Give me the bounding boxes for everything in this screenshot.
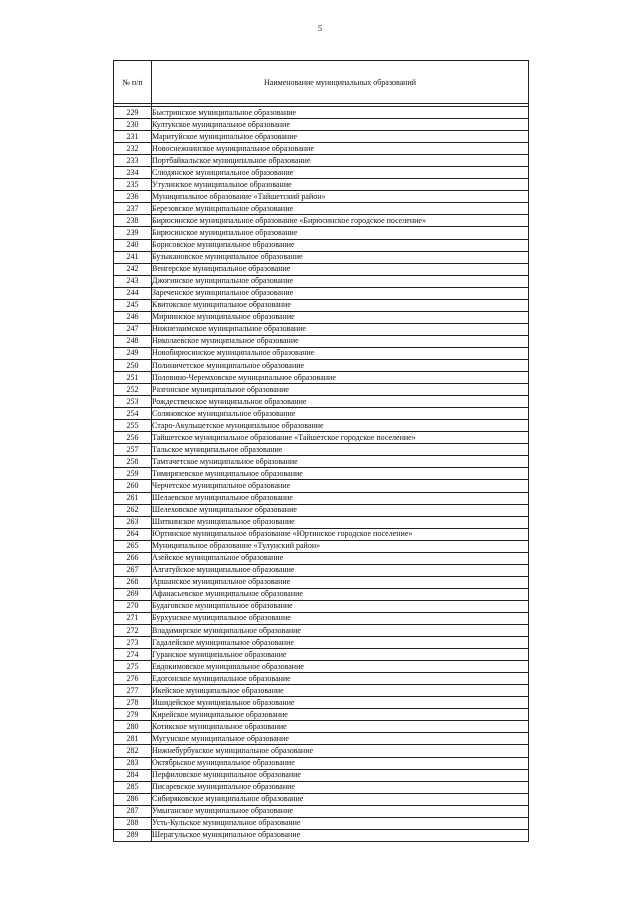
- table-row: [114, 564, 529, 576]
- row-number: 239: [114, 227, 152, 239]
- row-number: 231: [114, 131, 152, 143]
- row-number: 256: [114, 432, 152, 444]
- table-header-row: [114, 61, 529, 104]
- table-row: [114, 323, 529, 335]
- municipality-name: Березовское муниципальное образование: [152, 203, 529, 215]
- row-number: 250: [114, 359, 152, 371]
- municipality-name: Муниципальное образование «Тулунский район»: [152, 540, 529, 552]
- table-row: [114, 203, 529, 215]
- table-row: [114, 576, 529, 588]
- row-number: 247: [114, 323, 152, 335]
- table-row: [114, 359, 529, 371]
- table-row: [114, 612, 529, 624]
- row-number: 287: [114, 805, 152, 817]
- row-number: 261: [114, 492, 152, 504]
- municipality-name: Владимирское муниципальное образование: [152, 625, 529, 637]
- municipality-name: Быстринское муниципальное образование: [152, 107, 529, 119]
- municipality-name: Усть-Кульское муниципальное образование: [152, 817, 529, 829]
- row-number: 253: [114, 396, 152, 408]
- table-row: [114, 167, 529, 179]
- row-number: 234: [114, 167, 152, 179]
- row-number: 257: [114, 444, 152, 456]
- row-number: 229: [114, 107, 152, 119]
- table-row: [114, 468, 529, 480]
- municipality-name: Джогинское муниципальное образование: [152, 275, 529, 287]
- municipality-name: Евдокимовское муниципальное образование: [152, 661, 529, 673]
- row-number: 279: [114, 709, 152, 721]
- municipality-name: Кирейское муниципальное образование: [152, 709, 529, 721]
- row-number: 235: [114, 179, 152, 191]
- table-row: [114, 721, 529, 733]
- municipality-name: Октябрьское муниципальное образование: [152, 757, 529, 769]
- municipality-name: Афанасьевское муниципальное образование: [152, 588, 529, 600]
- row-number: 285: [114, 781, 152, 793]
- row-number: 269: [114, 588, 152, 600]
- row-number: 266: [114, 552, 152, 564]
- table-row: [114, 649, 529, 661]
- row-number: 232: [114, 143, 152, 155]
- table-row: [114, 685, 529, 697]
- row-number: 271: [114, 612, 152, 624]
- table-row: [114, 251, 529, 263]
- municipality-name: Култукское муниципальное образование: [152, 119, 529, 131]
- row-number: 276: [114, 673, 152, 685]
- row-number: 268: [114, 576, 152, 588]
- municipality-name: Шерагульское муниципальное образование: [152, 829, 529, 841]
- municipality-name: Юртинское муниципальное образование «Юртинское городское поселение»: [152, 528, 529, 540]
- table-row: [114, 793, 529, 805]
- municipality-name: Разгонское муниципальное образование: [152, 384, 529, 396]
- table-row: [114, 480, 529, 492]
- municipality-name: Алгатуйское муниципальное образование: [152, 564, 529, 576]
- municipality-name: Шиткинское муниципальное образование: [152, 516, 529, 528]
- row-number: 243: [114, 275, 152, 287]
- row-number: 283: [114, 757, 152, 769]
- table-row: [114, 372, 529, 384]
- row-number: 245: [114, 299, 152, 311]
- table-row: [114, 179, 529, 191]
- table-row: [114, 215, 529, 227]
- row-number: 288: [114, 817, 152, 829]
- table-row: [114, 781, 529, 793]
- row-number: 258: [114, 456, 152, 468]
- municipality-name: Слюдянское муниципальное образование: [152, 167, 529, 179]
- row-number: 263: [114, 516, 152, 528]
- row-number: 244: [114, 287, 152, 299]
- municipality-name: Гадалейское муниципальное образование: [152, 637, 529, 649]
- municipality-name: Квитокское муниципальное образование: [152, 299, 529, 311]
- table-row: [114, 504, 529, 516]
- row-number: 259: [114, 468, 152, 480]
- row-number: 251: [114, 372, 152, 384]
- row-number: 236: [114, 191, 152, 203]
- row-number: 275: [114, 661, 152, 673]
- row-number: 242: [114, 263, 152, 275]
- row-number: 264: [114, 528, 152, 540]
- municipality-name: Будаговское муниципальное образование: [152, 600, 529, 612]
- municipality-name: Перфиловское муниципальное образование: [152, 769, 529, 781]
- municipality-name: Бирюсинское муниципальное образование «Бирюсинское городское поселение»: [152, 215, 529, 227]
- municipality-name: Рождественское муниципальное образование: [152, 396, 529, 408]
- row-number: 260: [114, 480, 152, 492]
- column-header-name: Наименование муниципальных образований: [152, 61, 529, 104]
- table-row: [114, 697, 529, 709]
- municipality-name: Портбайкальское муниципальное образование: [152, 155, 529, 167]
- row-number: 267: [114, 564, 152, 576]
- municipality-name: Полиничетское муниципальное образование: [152, 359, 529, 371]
- row-number: 237: [114, 203, 152, 215]
- table-row: [114, 299, 529, 311]
- table-row: [114, 805, 529, 817]
- municipality-name: Старо-Акульшетское муниципальное образование: [152, 420, 529, 432]
- row-number: 233: [114, 155, 152, 167]
- municipality-name: Нижнебурбукское муниципальное образование: [152, 745, 529, 757]
- table-row: [114, 817, 529, 829]
- municipality-name: Гуранское муниципальное образование: [152, 649, 529, 661]
- column-header-number: № п/п: [114, 61, 152, 104]
- municipality-name: Аршанское муниципальное образование: [152, 576, 529, 588]
- municipality-name: Писаревское муниципальное образование: [152, 781, 529, 793]
- table-row: [114, 745, 529, 757]
- municipality-name: Мугунское муниципальное образование: [152, 733, 529, 745]
- table-row: [114, 492, 529, 504]
- table-body: [114, 104, 529, 842]
- municipality-name: Зареченское муниципальное образование: [152, 287, 529, 299]
- municipality-name: Бузыкановское муниципальное образование: [152, 251, 529, 263]
- table-row: [114, 420, 529, 432]
- table-row: [114, 829, 529, 841]
- municipality-name: Маритуйское муниципальное образование: [152, 131, 529, 143]
- row-number: 241: [114, 251, 152, 263]
- table-row: [114, 516, 529, 528]
- table-row: [114, 287, 529, 299]
- table-row: [114, 131, 529, 143]
- table-row: [114, 733, 529, 745]
- municipality-name: Шелеховское муниципальное образование: [152, 504, 529, 516]
- row-number: 240: [114, 239, 152, 251]
- row-number: 252: [114, 384, 152, 396]
- row-number: 262: [114, 504, 152, 516]
- table-row: [114, 311, 529, 323]
- table-row: [114, 263, 529, 275]
- municipality-name: Икейское муниципальное образование: [152, 685, 529, 697]
- row-number: 289: [114, 829, 152, 841]
- municipality-name: Николаевское муниципальное образование: [152, 335, 529, 347]
- municipality-name: Азейское муниципальное образование: [152, 552, 529, 564]
- row-number: 282: [114, 745, 152, 757]
- table-row: [114, 588, 529, 600]
- row-number: 255: [114, 420, 152, 432]
- table-row: [114, 528, 529, 540]
- row-number: 277: [114, 685, 152, 697]
- municipality-name: Умыганское муниципальное образование: [152, 805, 529, 817]
- municipality-name: Сибиряковское муниципальное образование: [152, 793, 529, 805]
- municipality-name: Половино-Черемховское муниципальное образование: [152, 372, 529, 384]
- row-number: 230: [114, 119, 152, 131]
- row-number: 265: [114, 540, 152, 552]
- municipality-name: Тимирязевское муниципальное образование: [152, 468, 529, 480]
- row-number: 281: [114, 733, 152, 745]
- municipality-name: Шелаевское муниципальное образование: [152, 492, 529, 504]
- row-number: 246: [114, 311, 152, 323]
- municipality-name: Муниципальное образование «Тайшетский район»: [152, 191, 529, 203]
- municipality-name: Утулинское муниципальное образование: [152, 179, 529, 191]
- table-row: [114, 540, 529, 552]
- row-number: 238: [114, 215, 152, 227]
- table-row: [114, 625, 529, 637]
- row-number: 286: [114, 793, 152, 805]
- table-row: [114, 155, 529, 167]
- table-row: [114, 384, 529, 396]
- table-row: [114, 600, 529, 612]
- municipality-name: Тамтачетское муниципальное образование: [152, 456, 529, 468]
- municipality-name: Едогонское муниципальное образование: [152, 673, 529, 685]
- table-row: [114, 637, 529, 649]
- municipality-name: Тальское муниципальное образование: [152, 444, 529, 456]
- municipality-name: Новобирюсинское муниципальное образование: [152, 347, 529, 359]
- table-row: [114, 191, 529, 203]
- page-number: 5: [318, 24, 322, 33]
- municipality-name: Бирюсинское муниципальное образование: [152, 227, 529, 239]
- row-number: 280: [114, 721, 152, 733]
- table-row: [114, 275, 529, 287]
- table-row: [114, 107, 529, 119]
- municipality-name: Венгерское муниципальное образование: [152, 263, 529, 275]
- municipality-name: Борисовское муниципальное образование: [152, 239, 529, 251]
- row-number: 270: [114, 600, 152, 612]
- table-row: [114, 335, 529, 347]
- row-number: 249: [114, 347, 152, 359]
- municipalities-table: [113, 60, 529, 842]
- table-row: [114, 456, 529, 468]
- table-row: [114, 709, 529, 721]
- table-row: [114, 432, 529, 444]
- row-number: 272: [114, 625, 152, 637]
- row-number: 278: [114, 697, 152, 709]
- municipality-name: Мирнинское муниципальное образование: [152, 311, 529, 323]
- table-row: [114, 239, 529, 251]
- row-number: 248: [114, 335, 152, 347]
- table-row: [114, 757, 529, 769]
- row-number: 254: [114, 408, 152, 420]
- municipality-name: Черчетское муниципальное образование: [152, 480, 529, 492]
- municipality-name: Котикское муниципальное образование: [152, 721, 529, 733]
- table-row: [114, 396, 529, 408]
- row-number: 284: [114, 769, 152, 781]
- municipality-name: Ишидейское муниципальное образование: [152, 697, 529, 709]
- table-row: [114, 769, 529, 781]
- row-number: 274: [114, 649, 152, 661]
- table-row: [114, 143, 529, 155]
- row-number: 273: [114, 637, 152, 649]
- table-row: [114, 408, 529, 420]
- municipality-name: Бурхунское муниципальное образование: [152, 612, 529, 624]
- municipality-name: Соляновское муниципальное образование: [152, 408, 529, 420]
- municipality-name: Новоснежнинское муниципальное образование: [152, 143, 529, 155]
- table-row: [114, 119, 529, 131]
- municipality-name: Тайшетское муниципальное образование «Тайшетское городское поселение»: [152, 432, 529, 444]
- municipality-name: Нижнезаимское муниципальное образование: [152, 323, 529, 335]
- table-row: [114, 661, 529, 673]
- table-row: [114, 552, 529, 564]
- table-row: [114, 347, 529, 359]
- table-row: [114, 673, 529, 685]
- table-row: [114, 444, 529, 456]
- table-row: [114, 227, 529, 239]
